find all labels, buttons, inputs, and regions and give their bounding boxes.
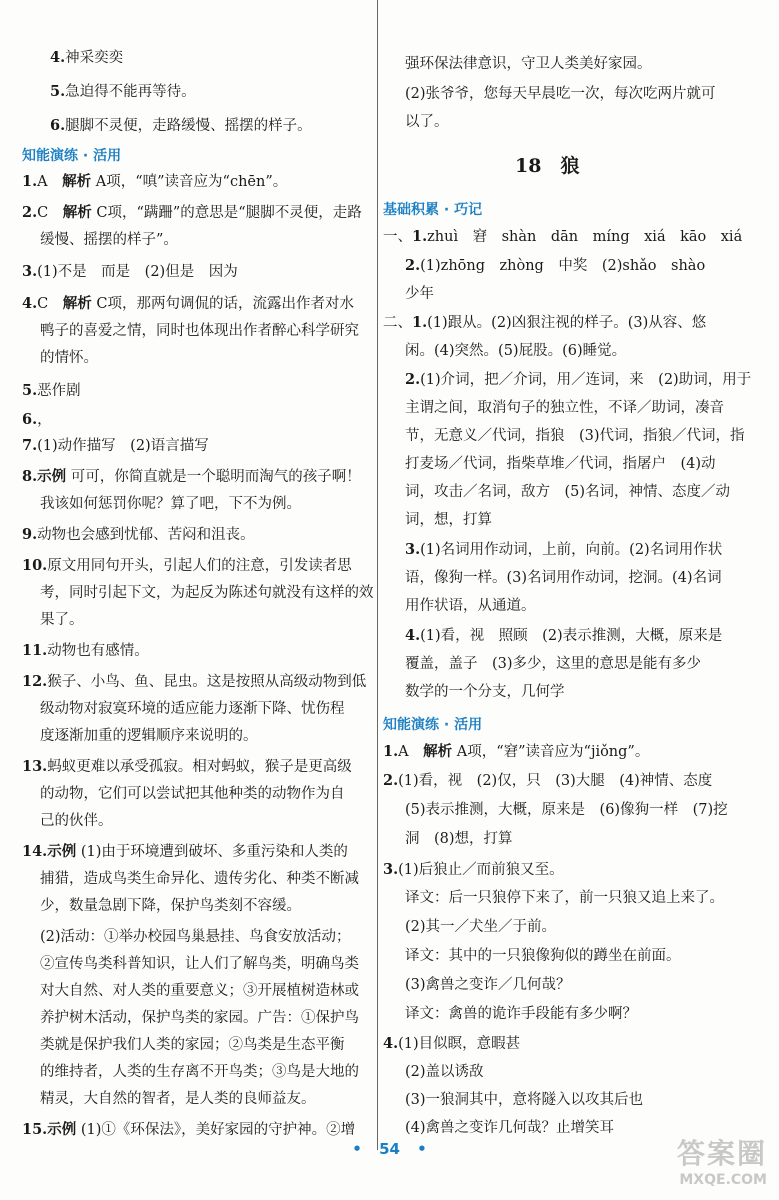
- answer-line: [383, 1034, 520, 1054]
- answer-line: [40, 896, 301, 916]
- line-text: 覆盖，盖子 (3)多少，这里的意思是能有多少: [405, 656, 702, 672]
- answer-line: [40, 1008, 359, 1028]
- answer-line: [405, 1004, 637, 1024]
- answer-line: [40, 726, 258, 746]
- line-text: 急迫得不能再等待。: [65, 84, 196, 100]
- item-number: 3.: [405, 541, 421, 558]
- item-number: 6.: [50, 117, 66, 134]
- label-tag: 示例: [37, 468, 67, 485]
- line-text: 18 狼: [515, 155, 580, 177]
- item-number: 2.: [22, 204, 38, 221]
- answer-line: [22, 294, 354, 314]
- item-number: 3.: [22, 263, 38, 280]
- line-text: 基础积累 · 巧记: [383, 202, 483, 218]
- line-text: (2)活动：①举办校园鸟巢悬挂、鸟食安放活动；: [40, 929, 351, 945]
- answer-line: [22, 757, 352, 777]
- line-text: 级动物对寂寞环境的适应能力逐渐下降、忧伤程: [40, 701, 345, 717]
- line-text: (1)动作描写 (2)语言描写: [37, 438, 209, 454]
- line-text: 的维持者，人类的生存离不开鸟类；③鸟是大地的: [40, 1064, 359, 1080]
- answer-line: [22, 381, 81, 401]
- answer-line: [405, 946, 681, 966]
- answer-line: [405, 398, 724, 418]
- answer-line: [22, 436, 209, 456]
- answer-line: [40, 583, 374, 603]
- line-text: ，: [37, 412, 52, 428]
- answer-line: [405, 829, 513, 849]
- line-text: 精灵，大自然的智者，是人类的良师益友。: [40, 1091, 316, 1107]
- answer-line: [383, 742, 649, 762]
- item-number: 6.: [22, 411, 38, 428]
- line-text: 词，攻击／名词，敌方 (5)名词，神情、态度／动: [405, 484, 731, 500]
- line-text: (4)禽兽之变诈几何哉？止增笑耳: [405, 1120, 615, 1136]
- answer-line: [405, 975, 571, 995]
- answer-line: [40, 699, 345, 719]
- answer-line: [50, 116, 312, 136]
- item-number: 9.: [22, 526, 38, 543]
- answer-line: [405, 596, 536, 616]
- line-text: 腿脚不灵便，走路缓慢、摇摆的样子。: [65, 118, 312, 134]
- item-number: 1.: [383, 743, 399, 760]
- page-footer: [0, 1140, 779, 1158]
- line-text: 己的伙伴。: [40, 813, 113, 829]
- line-text: 缓慢、摇摆的样子”。: [40, 232, 178, 248]
- item-number: 5.: [50, 83, 66, 100]
- item-number: 2.: [405, 257, 421, 274]
- answer-line: [22, 467, 361, 487]
- line-text: A项，“窘”读音应为“jiǒng”。: [452, 744, 650, 760]
- answer-line: [50, 82, 196, 102]
- item-number: 12.: [22, 673, 48, 690]
- answer-line: [405, 626, 722, 646]
- line-text: 译文：后一只狼停下来了，前一只狼又追上来了。: [405, 890, 724, 906]
- answer-line: [22, 842, 348, 862]
- line-text: 闲。(4)突然。(5)屁股。(6)睡觉。: [405, 343, 627, 359]
- answer-line: [50, 48, 123, 68]
- line-text: (1)由于环境遭到破坏、多重污染和人类的: [76, 844, 348, 860]
- line-text: 打麦场／代词，指柴草堆／代词，指屠户 (4)动: [405, 456, 716, 472]
- item-number: 4.: [22, 295, 38, 312]
- line-text: 的动物，它们可以尝试把其他种类的动物作为自: [40, 786, 345, 802]
- line-text: (5)表示推测，大概，原来是 (6)像狗一样 (7)挖: [405, 802, 728, 818]
- item-number: 2.: [383, 772, 399, 789]
- answer-line: [40, 927, 351, 947]
- item-number: 1.: [22, 173, 38, 190]
- footer-dot-right: •: [417, 1140, 427, 1158]
- label-tag: 解析: [423, 743, 453, 760]
- line-text: 少，数量急剧下降，保护鸟类刻不容缓。: [40, 898, 301, 914]
- line-text: 猴子、小鸟、鱼、昆虫。这是按照从高级动物到低: [47, 674, 367, 690]
- footer-dot-left: •: [352, 1140, 362, 1158]
- line-text: 二、: [383, 315, 412, 331]
- line-text: C项，“蹒跚”的意思是“腿脚不灵便，走路: [91, 205, 362, 221]
- answer-line: [40, 230, 178, 250]
- line-text: 原文用同句开头，引起人们的注意，引发读者思: [47, 558, 352, 574]
- answer-line: [405, 454, 716, 474]
- answer-line: [383, 771, 712, 791]
- line-text: C: [37, 296, 63, 312]
- answer-line: [405, 54, 652, 74]
- answer-line: [40, 981, 359, 1001]
- line-text: 我该如何惩罚你呢？算了吧，下不为例。: [40, 496, 301, 512]
- line-text: C项，那两句调侃的话，流露出作者对水: [91, 296, 354, 312]
- answer-line: [22, 410, 52, 430]
- item-number: 4.: [383, 1035, 399, 1052]
- answer-line: [405, 112, 449, 132]
- answer-line: [40, 1035, 345, 1055]
- line-text: 考，同时引起下文，为起反为陈述句就没有这样的效: [40, 585, 374, 601]
- line-text: 蚂蚁更难以承受孤寂。相对蚂蚁，猴子是更高级: [47, 759, 352, 775]
- item-number: 4.: [405, 627, 421, 644]
- line-text: 对大自然、对人类的重要意义；③开展植树造林或: [40, 983, 359, 999]
- label-tag: 解析: [62, 204, 92, 221]
- page-number: 54: [379, 1140, 400, 1158]
- line-text: 词，想，打算: [405, 512, 492, 528]
- answer-line: [40, 811, 113, 831]
- answer-line: [405, 540, 722, 560]
- line-text: 译文：其中的一只狼像狗似的蹲坐在前面。: [405, 948, 681, 964]
- line-text: 恶作剧: [37, 383, 81, 399]
- line-text: zhuì 窘 shàn dān míng xiá kāo xiá: [427, 229, 743, 245]
- answer-line: [40, 1089, 316, 1109]
- line-text: 以了。: [405, 114, 449, 130]
- answer-line: [405, 84, 716, 104]
- section-heading: [383, 200, 482, 220]
- line-text: (1)看，视 (2)仅，只 (3)大腿 (4)神情、态度: [398, 773, 713, 789]
- line-text: (1)不是 而是 (2)但是 因为: [37, 264, 238, 280]
- answer-line: [22, 556, 352, 576]
- section-heading: [383, 715, 482, 735]
- answer-line: [40, 1062, 359, 1082]
- line-text: 养护树木活动，保护鸟类的家园。广告：①保护鸟: [40, 1010, 359, 1026]
- line-text: (1)后狼止／而前狼又至。: [398, 862, 564, 878]
- answer-line: [405, 1062, 484, 1082]
- answer-line: [383, 227, 742, 247]
- line-text: A: [37, 174, 63, 190]
- line-text: A项，“嗔”读音应为“chēn”。: [91, 174, 288, 190]
- line-text: 动物也有感情。: [47, 643, 149, 659]
- line-text: (3)一狼洞其中，意将隧入以攻其后也: [405, 1092, 644, 1108]
- label-tag: 解析: [62, 295, 92, 312]
- answer-line: [405, 682, 565, 702]
- line-text: (1)跟从。(2)凶狠注视的样子。(3)从容、悠: [427, 315, 707, 331]
- answer-line: [22, 641, 149, 661]
- answer-line: [40, 869, 359, 889]
- line-text: 知能演练 · 活用: [22, 148, 122, 164]
- answer-line: [22, 1120, 355, 1140]
- answer-line: [405, 1118, 614, 1138]
- line-text: 度逐渐加重的逻辑顺序来说明的。: [40, 728, 258, 744]
- answer-line: [405, 482, 730, 502]
- item-number: 1.: [412, 228, 428, 245]
- line-text: 洞 (8)想，打算: [405, 831, 513, 847]
- answer-line: [405, 654, 701, 674]
- answer-line: [405, 426, 745, 446]
- answer-line: [405, 370, 751, 390]
- line-text: (1)目似瞑，意暇甚: [398, 1036, 521, 1052]
- line-text: 语，像狗一样。(3)名词用作动词，挖洞。(4)名词: [405, 570, 722, 586]
- answer-line: [405, 568, 722, 588]
- line-text: 数学的一个分支，几何学: [405, 684, 565, 700]
- line-text: 鸭子的喜爱之情，同时也体现出作者醉心科学研究: [40, 323, 359, 339]
- line-text: 节，无意义／代词，指狼 (3)代词，指狼／代词，指: [405, 428, 745, 444]
- line-text: 类就是保护我们人类的家园；②鸟类是生态平衡: [40, 1037, 345, 1053]
- item-number: 5.: [22, 382, 38, 399]
- answer-line: [383, 313, 706, 333]
- answer-line: [405, 888, 724, 908]
- line-text: 神采奕奕: [65, 50, 124, 66]
- section-heading: [22, 146, 121, 166]
- line-text: (1)①《环保法》，美好家园的守护神。②增: [76, 1122, 356, 1138]
- line-text: 一、: [383, 229, 412, 245]
- answer-line: [405, 341, 626, 361]
- answer-line: [405, 1090, 643, 1110]
- line-text: (1)zhōng zhòng 中奖 (2)shǎo shào: [420, 258, 706, 274]
- line-text: 动物也会感到忧郁、苦闷和沮丧。: [37, 527, 255, 543]
- answer-line: [405, 800, 728, 820]
- item-number: 13.: [22, 758, 48, 775]
- answer-line: [22, 262, 238, 282]
- line-text: A: [398, 744, 424, 760]
- line-text: (1)名词用作动词，上前，向前。(2)名词用作状: [420, 542, 723, 558]
- line-text: 用作状语，从通道。: [405, 598, 536, 614]
- line-text: ②宣传鸟类科普知识，让人们了解鸟类，明确鸟类: [40, 956, 359, 972]
- column-divider: [377, 0, 378, 1150]
- line-text: 的情怀。: [40, 350, 98, 366]
- item-number: 15.: [22, 1121, 48, 1138]
- label-tag: 解析: [62, 173, 92, 190]
- answer-line: [22, 172, 287, 192]
- watermark-logo: 答案圈: [676, 1137, 767, 1170]
- line-text: 译文：禽兽的诡诈手段能有多少啊？: [405, 1006, 637, 1022]
- item-number: 4.: [50, 49, 66, 66]
- answer-line: [40, 348, 98, 368]
- answer-line: [383, 860, 564, 880]
- line-text: (3)禽兽之变诈／几何哉？: [405, 977, 571, 993]
- line-text: (1)介词，把／介词，用／连词，来 (2)助词，用于: [420, 372, 752, 388]
- answer-line: [40, 784, 345, 804]
- line-text: (2)盖以诱敌: [405, 1064, 484, 1080]
- answer-line: [22, 672, 366, 692]
- line-text: (2)张爷爷，您每天早晨吃一次，每次吃两片就可: [405, 86, 716, 102]
- item-number: 7.: [22, 437, 38, 454]
- item-number: 8.: [22, 468, 38, 485]
- answer-line: [405, 917, 556, 937]
- line-text: 少年: [405, 286, 434, 302]
- watermark-site: MXQE.COM: [679, 1172, 767, 1188]
- answer-line: [405, 256, 705, 276]
- item-number: 3.: [383, 861, 399, 878]
- answer-line: [22, 203, 362, 223]
- answer-line: [40, 321, 359, 341]
- answer-line: [22, 525, 255, 545]
- watermark: [677, 1132, 767, 1188]
- item-number: 14.: [22, 843, 48, 860]
- answer-line: [405, 510, 492, 530]
- line-text: 果了。: [40, 612, 84, 628]
- line-text: (2)其一／犬坐／于前。: [405, 919, 557, 935]
- line-text: 强环保法律意识，守卫人类美好家园。: [405, 56, 652, 72]
- line-text: 可可，你简直就是一个聪明而淘气的孩子啊！: [66, 469, 361, 485]
- item-number: 11.: [22, 642, 48, 659]
- line-text: 主谓之间，取消句子的独立性，不译／助词，凑音: [405, 400, 724, 416]
- item-number: 10.: [22, 557, 48, 574]
- item-number: 1.: [412, 314, 428, 331]
- line-text: 捕猎，造成鸟类生命异化、遗传劣化、种类不断减: [40, 871, 359, 887]
- line-text: (1)看，视 照顾 (2)表示推测，大概，原来是: [420, 628, 723, 644]
- label-tag: 示例: [47, 843, 77, 860]
- answer-line: [40, 610, 84, 630]
- line-text: 知能演练 · 活用: [383, 717, 483, 733]
- line-text: C: [37, 205, 63, 221]
- label-tag: 示例: [47, 1121, 77, 1138]
- answer-line: [405, 284, 434, 304]
- answer-line: [40, 954, 359, 974]
- item-number: 2.: [405, 371, 421, 388]
- lesson-title: [515, 156, 579, 176]
- answer-line: [40, 494, 301, 514]
